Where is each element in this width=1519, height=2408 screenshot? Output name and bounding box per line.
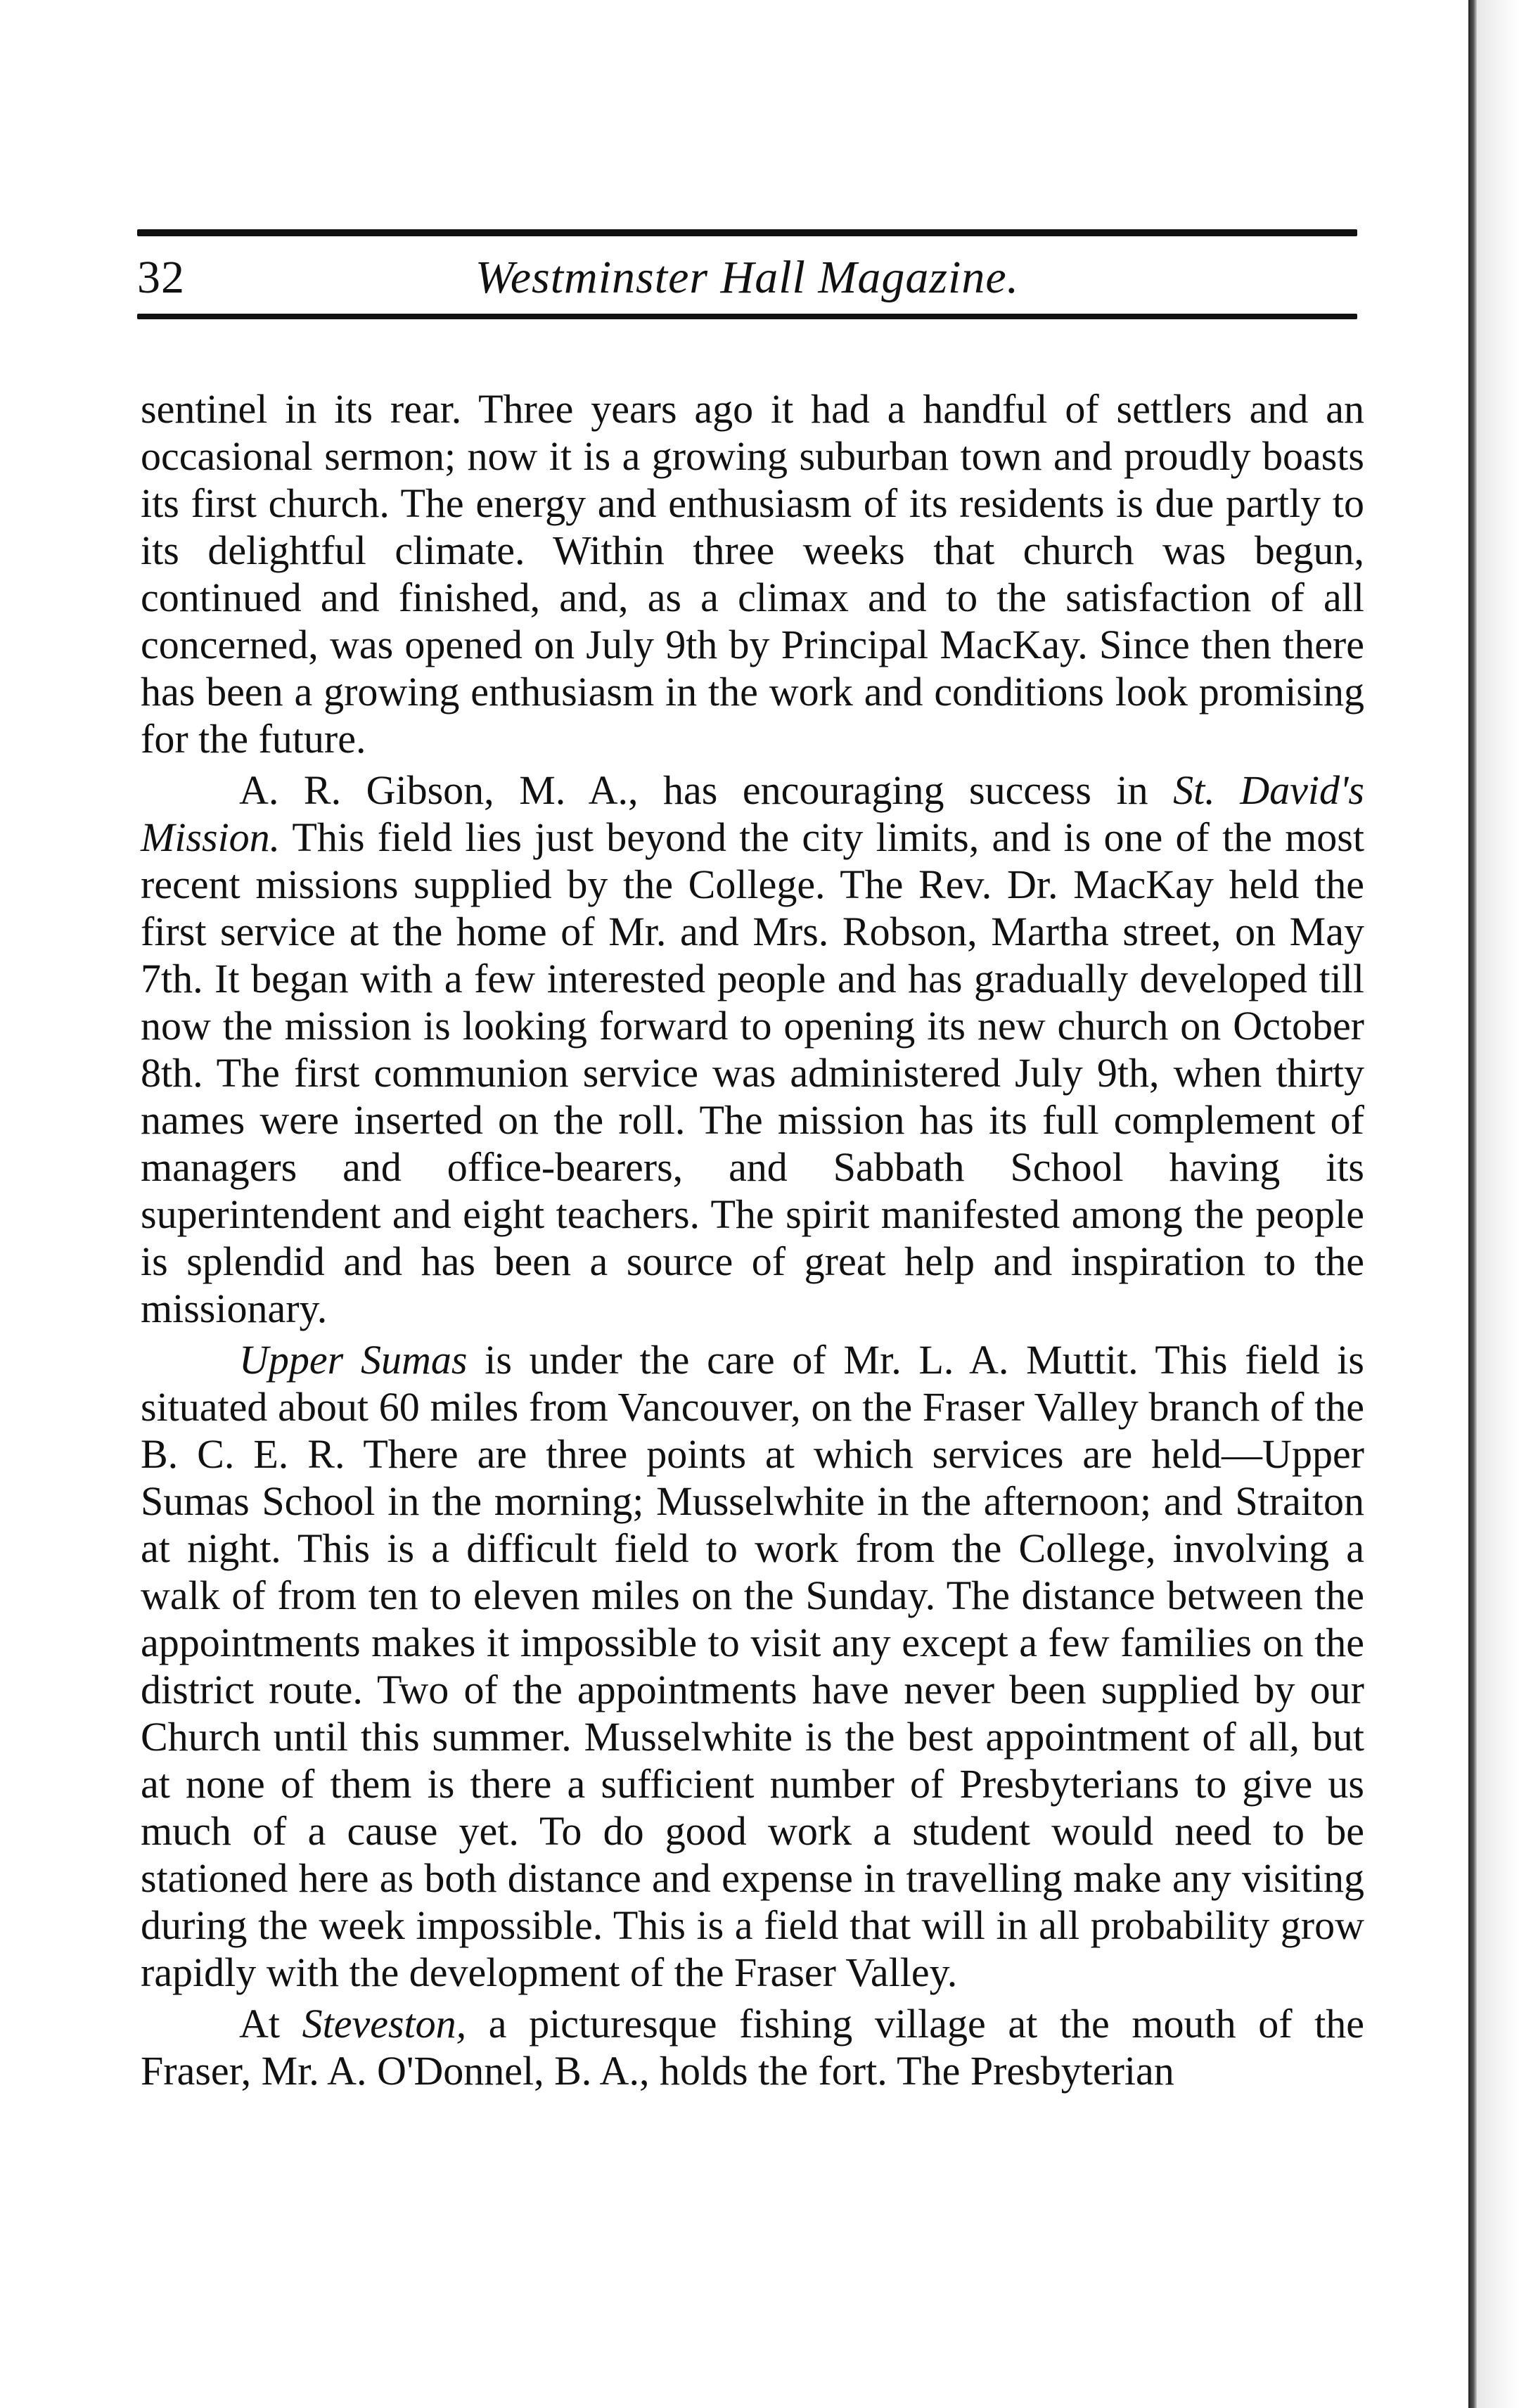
text-segment: a picturesque fishing village at the mouth of the Fraser, Mr. A. O'Donnel, B. A., holds the fort. The Presbyterian [141,2001,1364,2094]
page-number: 32 [137,252,185,303]
text-segment: At [239,2001,302,2047]
running-title: Westminster Hall Magazine. [475,252,1020,303]
text-segment: This field lies just beyond the city limits, and is one of the most recent missions supplied by the College. The Rev. Dr. MacKay held the first service at the home of Mr. and Mrs. Robson, Martha street, on May 7th. It began with a few interested people and has gradually developed till now the mission is looking forward to opening its new church on October 8th. The first communion service was administered July 9th, when thirty names were inserted on the roll. The mission has its full complement of managers and office-bearers, and Sabbath School having its superintendent and eight teachers. The spirit manifested among the people is splendid and has been a source of great help and inspiration to the missionary. [141,814,1364,1331]
place-name: Steveston, [302,2001,467,2047]
page-header [137,246,1357,309]
book-spine-edge [1468,0,1477,2408]
text-segment: sentinel in its rear. Three years ago it had a handful of settlers and an occasional sermon; now it is a growing suburban town and proudly boasts its first church. The energy and enthusiasm of its residents is due partly to its delightful climate. Within three weeks that church was begun, continued and finished, and, as a climax and to the satisfaction of all concerned, was opened on July 9th by Principal MacKay. Since then there has been a growing enthusiasm in the work and conditions look promising for the future. [141,386,1364,762]
text-segment: A. R. Gibson, M. A., has encouraging success in [239,767,1174,813]
page-edge-shadow [1477,0,1519,2408]
paragraph [141,1336,1364,1996]
article-body [141,385,1364,2094]
paragraph [141,385,1364,762]
text-segment: is under the care of Mr. L. A. Muttit. This field is situated about 60 miles from Vancouver, on the Fraser Valley branch of the B. C. E. R. There are three points at which services are held—Upper Sumas School in the morning; Musselwhite in the afternoon; and Straiton at night. This is a difficult field to work from the College, involving a walk of from ten to eleven miles on the Sunday. The distance between the appointments makes it impossible to visit any except a few families on the district route. Two of the appointments have never been supplied by our Church until this summer. Musselwhite is the best appointment of all, but at none of them is there a sufficient number of Presbyterians to give us much of a cause yet. To do good work a student would need to be stationed here as both distance and expense in travelling make any visiting during the week impossible. This is a field that will in all probability grow rapidly with the development of the Fraser Valley. [141,1337,1364,1995]
header-rule-top [137,229,1357,236]
mission-name: St. David's Mission. [141,767,1364,860]
paragraph [141,767,1364,1332]
paragraph [141,2000,1364,2094]
field-name: Upper Sumas [239,1337,468,1383]
header-rule-bottom [137,314,1357,319]
